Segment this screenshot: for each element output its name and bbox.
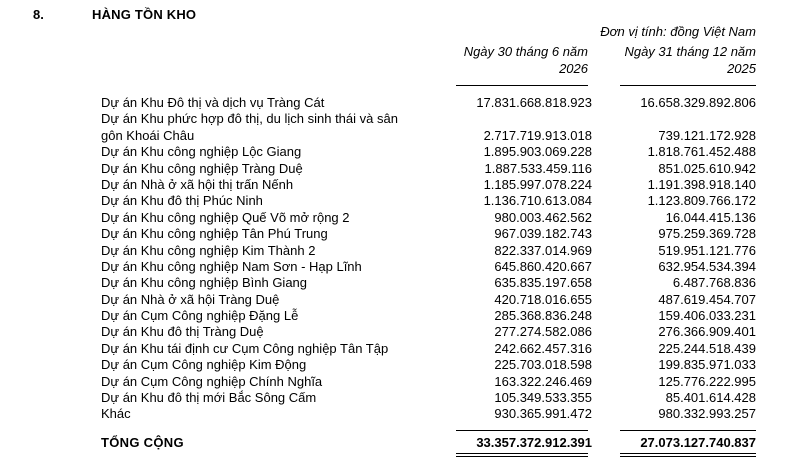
row-label: Dự án Khu công nghiệp Lộc Giang bbox=[101, 144, 302, 160]
row-value-current: 930.365.991.472 bbox=[494, 406, 592, 422]
row-value-current: 105.349.533.355 bbox=[494, 390, 592, 406]
column-header-current bbox=[428, 43, 588, 77]
inventory-table bbox=[101, 95, 756, 423]
table-row bbox=[101, 357, 756, 373]
row-value-prior: 159.406.033.231 bbox=[658, 308, 756, 324]
table-row bbox=[101, 374, 756, 390]
total-label: TỔNG CỘNG bbox=[101, 435, 184, 450]
row-value-current: 285.368.836.248 bbox=[494, 308, 592, 324]
row-label: Dự án Nhà ở xã hội Tràng Duệ bbox=[101, 291, 280, 307]
row-value-current: 163.322.246.469 bbox=[494, 373, 592, 389]
row-value-current: 1.887.533.459.116 bbox=[484, 160, 592, 176]
table-row bbox=[101, 210, 756, 226]
table-row bbox=[101, 292, 756, 308]
row-value-prior: 632.954.534.394 bbox=[658, 258, 756, 274]
table-row bbox=[101, 161, 756, 177]
row-label: Dự án Khu đô thị Phúc Ninh bbox=[101, 193, 263, 209]
row-value-prior: 6.487.768.836 bbox=[672, 275, 756, 291]
row-value-prior: 125.776.222.995 bbox=[658, 373, 756, 389]
row-label: Dự án Khu tái định cư Cụm Công nghiệp Tân Tập bbox=[101, 340, 389, 356]
row-value-current: 420.718.016.655 bbox=[494, 291, 592, 307]
row-label: Dự án Khu phức hợp đô thị, du lịch sinh thái và sân bbox=[101, 111, 398, 127]
table-row bbox=[101, 406, 756, 422]
row-label: Dự án Nhà ở xã hội thị trấn Nếnh bbox=[101, 176, 294, 192]
row-value-prior: 851.025.610.942 bbox=[658, 160, 756, 176]
row-value-current: 225.703.018.598 bbox=[494, 357, 592, 373]
column-header-prior bbox=[596, 43, 756, 77]
table-row bbox=[101, 128, 756, 144]
table-row bbox=[101, 275, 756, 291]
total-bottom-rule-current-1 bbox=[456, 453, 588, 454]
row-label: Dự án Cụm Công nghiệp Đặng Lễ bbox=[101, 308, 299, 324]
row-label: gôn Khoái Châu bbox=[101, 127, 195, 143]
column-header-prior-line2: 2025 bbox=[727, 61, 756, 76]
row-value-prior: 1.123.809.766.172 bbox=[647, 193, 756, 209]
header-underline-prior bbox=[620, 85, 756, 86]
row-value-prior: 276.366.909.401 bbox=[658, 324, 756, 340]
total-value-current: 33.357.372.912.391 bbox=[476, 435, 592, 450]
table-row bbox=[101, 144, 756, 160]
row-label: Dự án Khu đô thị mới Bắc Sông Cấm bbox=[101, 390, 317, 406]
table-row bbox=[101, 226, 756, 242]
unit-note: Đơn vị tính: đồng Việt Nam bbox=[600, 24, 756, 39]
table-row bbox=[101, 341, 756, 357]
table-row bbox=[101, 259, 756, 275]
row-value-prior: 85.401.614.428 bbox=[665, 390, 756, 406]
row-label: Dự án Khu công nghiệp Nam Sơn - Hạp Lĩnh bbox=[101, 258, 362, 274]
total-row bbox=[101, 434, 756, 452]
row-value-prior: 1.818.761.452.488 bbox=[647, 144, 756, 160]
row-value-current: 980.003.462.562 bbox=[494, 209, 592, 225]
row-value-current: 242.662.457.316 bbox=[494, 340, 592, 356]
row-value-current: 1.185.997.078.224 bbox=[483, 176, 592, 192]
row-value-prior: 519.951.121.776 bbox=[658, 242, 756, 258]
row-label: Dự án Khu công nghiệp Quế Võ mở rộng 2 bbox=[101, 209, 350, 225]
total-top-rule-prior bbox=[620, 430, 756, 431]
total-bottom-rule-prior-1 bbox=[620, 453, 756, 454]
row-value-current: 1.895.903.069.228 bbox=[483, 144, 592, 160]
row-value-prior: 199.835.971.033 bbox=[658, 357, 756, 373]
row-label: Dự án Khu công nghiệp Kim Thành 2 bbox=[101, 242, 316, 258]
row-value-prior: 16.044.415.136 bbox=[665, 209, 756, 225]
total-value-prior: 27.073.127.740.837 bbox=[640, 435, 756, 450]
table-row bbox=[101, 308, 756, 324]
row-label: Dự án Khu công nghiệp Bình Giang bbox=[101, 275, 308, 291]
row-value-current: 1.136.710.613.084 bbox=[483, 193, 592, 209]
table-row bbox=[101, 243, 756, 259]
row-value-prior: 225.244.518.439 bbox=[658, 340, 756, 356]
table-row bbox=[101, 111, 756, 127]
row-value-current: 635.835.197.658 bbox=[494, 275, 592, 291]
row-label: Dự án Cụm Công nghiệp Kim Động bbox=[101, 357, 307, 373]
row-value-current: 2.717.719.913.018 bbox=[483, 127, 592, 143]
column-header-current-line1: Ngày 30 tháng 6 năm bbox=[463, 44, 588, 59]
row-value-current: 277.274.582.086 bbox=[494, 324, 592, 340]
table-row bbox=[101, 324, 756, 340]
column-header-current-line2: 2026 bbox=[559, 61, 588, 76]
row-value-prior: 739.121.172.928 bbox=[658, 127, 756, 143]
row-value-prior: 1.191.398.918.140 bbox=[647, 176, 756, 192]
row-value-current: 822.337.014.969 bbox=[494, 242, 592, 258]
header-underline-current bbox=[456, 85, 588, 86]
section-number: 8. bbox=[33, 7, 44, 22]
total-bottom-rule-prior-2 bbox=[620, 456, 756, 457]
row-value-current: 17.831.668.818.923 bbox=[476, 95, 592, 110]
column-header-prior-line1: Ngày 31 tháng 12 năm bbox=[624, 44, 756, 59]
table-row bbox=[101, 95, 756, 111]
table-row bbox=[101, 177, 756, 193]
row-value-prior: 975.259.369.728 bbox=[658, 226, 756, 242]
row-label: Khác bbox=[101, 406, 131, 422]
row-label: Dự án Khu đô thị Tràng Duệ bbox=[101, 324, 264, 340]
total-top-rule-current bbox=[456, 430, 588, 431]
row-value-prior: 980.332.993.257 bbox=[658, 406, 756, 422]
table-row bbox=[101, 193, 756, 209]
row-label: Dự án Cụm Công nghiệp Chính Nghĩa bbox=[101, 373, 323, 389]
total-bottom-rule-current-2 bbox=[456, 456, 588, 457]
table-row bbox=[101, 390, 756, 406]
row-value-current: 645.860.420.667 bbox=[494, 258, 592, 274]
row-label: Dự án Khu công nghiệp Tân Phú Trung bbox=[101, 226, 328, 242]
row-label: Dự án Khu công nghiệp Tràng Duệ bbox=[101, 160, 303, 176]
row-value-current: 967.039.182.743 bbox=[494, 226, 592, 242]
section-title: HÀNG TỒN KHO bbox=[92, 7, 197, 22]
row-value-prior: 16.658.329.892.806 bbox=[640, 95, 756, 110]
row-label: Dự án Khu Đô thị và dịch vụ Tràng Cát bbox=[101, 95, 325, 110]
row-value-prior: 487.619.454.707 bbox=[658, 291, 756, 307]
